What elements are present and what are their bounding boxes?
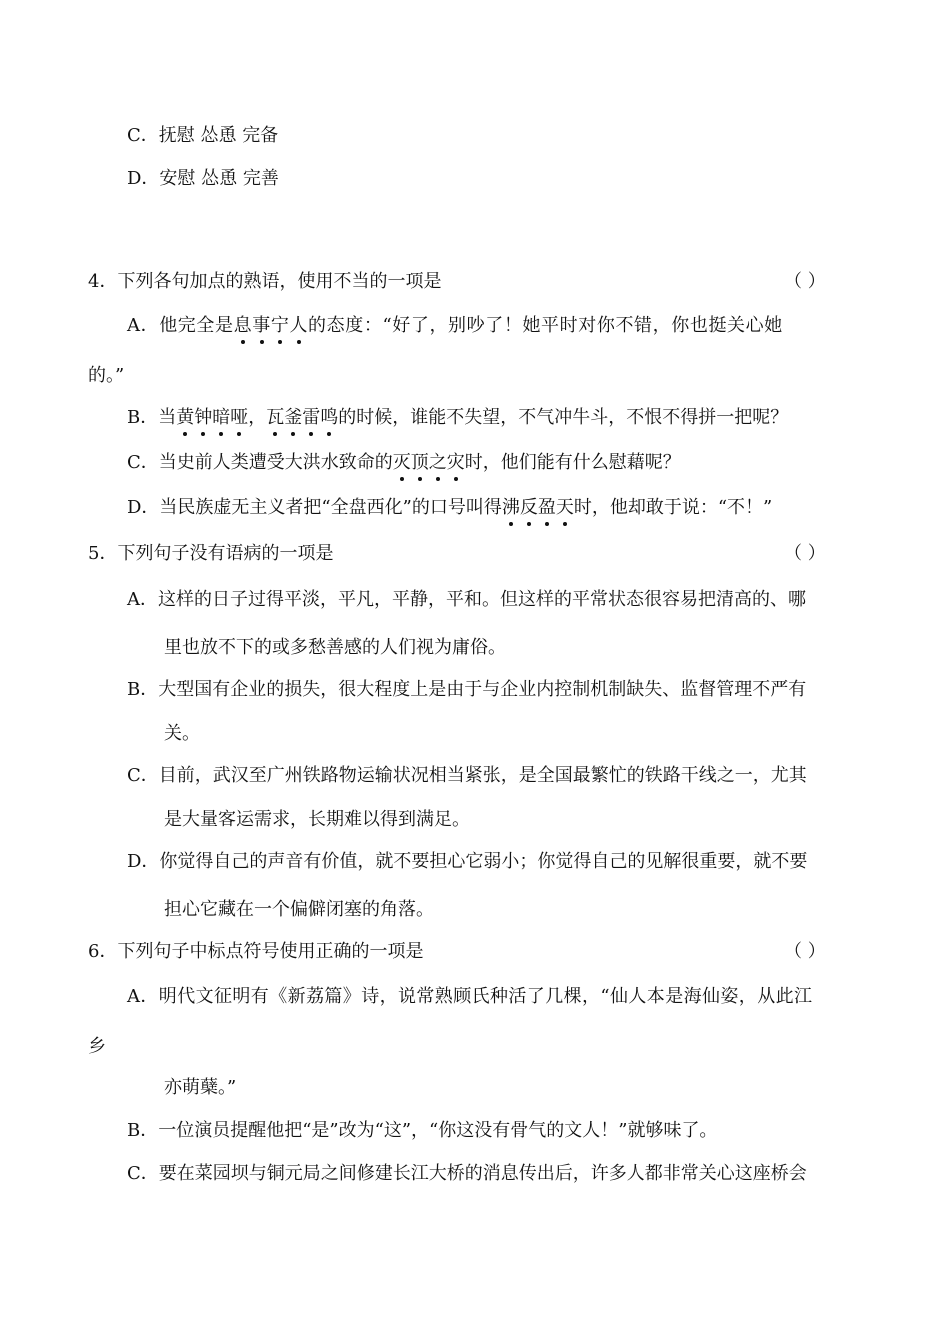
q6-option-a-line1: A．明代文征明有《新荔篇》诗，说常熟顾氏种活了几棵，“仙人本是海仙姿，从此江 <box>127 986 813 1007</box>
q4-c-dotted-idiom: 灭顶之灾 <box>392 452 465 473</box>
q4-c-pre: C．当史前人类遭受大洪水致命的 <box>127 452 393 473</box>
q4-d-dotted-idiom: 沸反盈天 <box>501 497 574 518</box>
q4-answer-paren: （ ） <box>784 271 826 292</box>
q5-answer-paren: （ ） <box>784 543 826 564</box>
q5-option-a-line2: 里也放不下的或多愁善感的人们视为庸俗。 <box>164 637 506 658</box>
q5-option-c-line1: C．目前，武汉至广州铁路物运输状况相当紧张，是全国最繁忙的铁路干线之一，尤其 <box>127 765 807 786</box>
q4-d-pre: D．当民族虚无主义者把“全盘西化”的口号叫得 <box>127 497 502 518</box>
q4-b-dotted-idiom-1: 黄钟暗哑 <box>176 407 249 428</box>
q4-a-post: 的态度：“好了，别吵了！她平时对你不错，你也挺关心她 <box>308 315 783 336</box>
q3-option-c: C．抚慰 怂恿 完备 <box>127 125 279 146</box>
q6-option-b: B．一位演员提醒他把“是”改为“这”，“你这没有骨气的文人！”就够味了。 <box>127 1120 718 1141</box>
q4-b-mid: ， <box>248 407 267 428</box>
q4-b-pre: B．当 <box>127 407 177 428</box>
q5-stem: 5．下列句子没有语病的一项是 <box>88 543 334 564</box>
q6-option-c-line1: C．要在菜园坝与铜元局之间修建长江大桥的消息传出后，许多人都非常关心这座桥会 <box>127 1163 807 1184</box>
q5-option-c-line2: 是大量客运需求，长期难以得到满足。 <box>164 809 470 830</box>
q4-option-d <box>127 496 772 520</box>
q5-option-d-line1: D．你觉得自己的声音有价值，就不要担心它弱小；你觉得自己的见解很重要，就不要 <box>127 851 808 872</box>
q4-option-a <box>127 314 783 338</box>
q4-stem: 4．下列各句加点的熟语，使用不当的一项是 <box>88 271 442 292</box>
q6-option-a-line3: 亦萌蘖。” <box>164 1077 237 1098</box>
q4-c-post: 时，他们能有什么慰藉呢？ <box>464 452 681 473</box>
q4-a-pre: A．他完全是 <box>127 315 234 336</box>
q4-option-b <box>127 406 788 430</box>
q5-option-b-line2: 关。 <box>164 723 200 744</box>
q6-stem: 6．下列句子中标点符号使用正确的一项是 <box>88 941 424 962</box>
q4-a-dotted-idiom: 息事宁人 <box>233 315 309 336</box>
q4-d-post: 时，他却敢于说：“不！” <box>573 497 773 518</box>
q4-option-c <box>127 451 681 475</box>
q6-answer-paren: （ ） <box>784 941 826 962</box>
q4-option-a-cont: 的。” <box>88 365 125 386</box>
q3-option-d: D．安慰 怂恿 完善 <box>127 168 279 189</box>
q6-option-a-line2: 乡 <box>88 1036 106 1057</box>
q5-option-d-line2: 担心它藏在一个偏僻闭塞的角落。 <box>164 899 434 920</box>
q5-option-b-line1: B．大型国有企业的损失，很大程度上是由于与企业内控制机制缺失、监督管理不严有 <box>127 679 807 700</box>
q4-b-post: 的时候，谁能不失望，不气冲牛斗，不恨不得拼一把呢？ <box>338 407 789 428</box>
q5-option-a-line1: A．这样的日子过得平淡，平凡，平静，平和。但这样的平常状态很容易把清高的、哪 <box>127 589 806 610</box>
q4-b-dotted-idiom-2: 瓦釜雷鸣 <box>266 407 339 428</box>
